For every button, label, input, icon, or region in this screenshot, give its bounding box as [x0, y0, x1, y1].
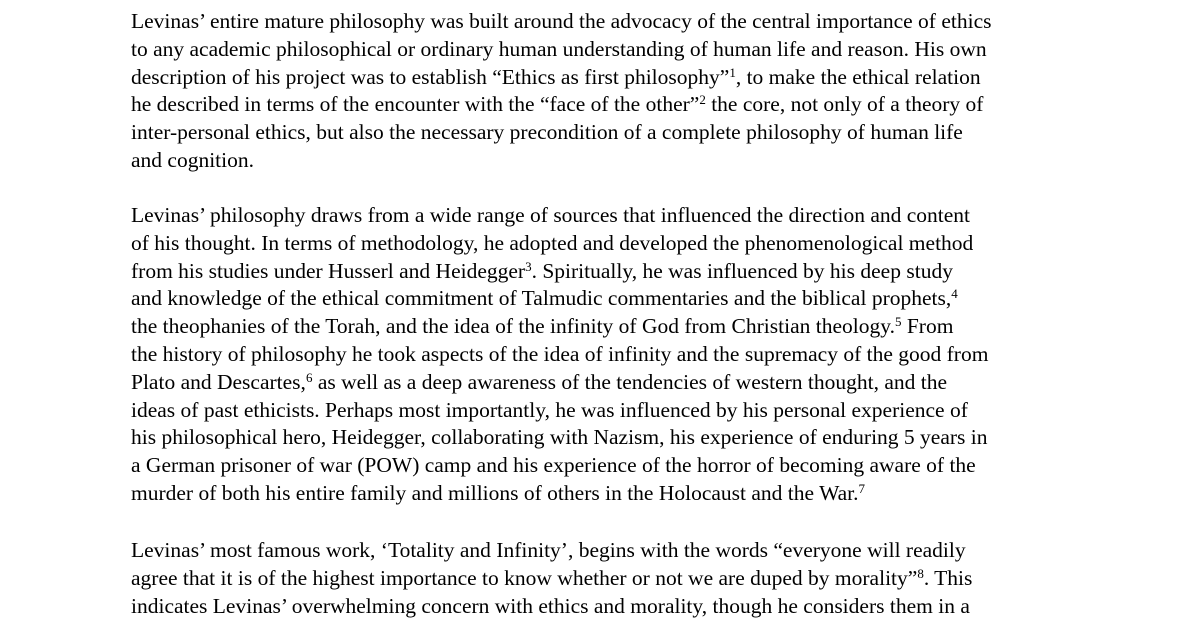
text-run: Levinas’ most famous work, ‘Totality and Infinity’, begins with the words “everyone will readily [131, 538, 966, 562]
text-line [131, 480, 1131, 508]
text-run: description of his project was to establish “Ethics as first philosophy” [131, 64, 730, 89]
text-line [131, 452, 1131, 480]
text-run: as well as a deep awareness of the tendencies of western thought, and the [312, 369, 948, 394]
footnote-marker: 5 [894, 314, 902, 330]
footnote-marker: 1 [729, 64, 736, 80]
text-run: . Spiritually, he was influenced by his deep study [531, 258, 953, 283]
text-run: of his thought. In terms of methodology, he adopted and developed the phenomenological method [131, 230, 974, 255]
text-line [131, 285, 1131, 313]
text-run: a German prisoner of war (POW) camp and his experience of the horror of becoming aware of the [131, 453, 976, 478]
text-line [131, 424, 1131, 452]
text-run: , to make the ethical relation [735, 64, 981, 89]
paragraph-sources-of-thought [131, 202, 1131, 508]
text-run: agree that it is of the highest importance to know whether or not we are duped by morality” [131, 565, 918, 590]
text-line [131, 537, 1131, 565]
text-run: From [901, 314, 954, 339]
text-run: the core, not only of a theory of [705, 92, 984, 117]
text-line [131, 119, 1131, 147]
text-line [131, 8, 1131, 36]
text-run: murder of both his entire family and millions of others in the Holocaust and the War. [131, 480, 859, 505]
text-line [131, 341, 1131, 369]
text-line [131, 369, 1131, 397]
text-line [131, 64, 1131, 92]
text-line [131, 91, 1131, 119]
text-run: to any academic philosophical or ordinary human understanding of human life and reason. His own [131, 36, 987, 61]
text-line [131, 397, 1131, 425]
footnote-marker: 6 [305, 369, 313, 385]
text-run: and knowledge of the ethical commitment of Talmudic commentaries and the biblical prophets, [131, 286, 952, 311]
footnote-marker: 4 [951, 286, 958, 302]
text-run: Levinas’ entire mature philosophy was built around the advocacy of the central importance of ethics [131, 9, 992, 33]
text-run: he described in terms of the encounter with the “face of the other” [131, 92, 700, 117]
text-line [131, 593, 1131, 621]
text-line [131, 36, 1131, 64]
paragraph-totality-and-infinity [131, 537, 1131, 620]
footnote-marker: 2 [699, 92, 706, 108]
footnote-marker: 3 [525, 258, 532, 274]
text-run: ideas of past ethicists. Perhaps most importantly, he was influenced by his personal experience of [131, 397, 968, 422]
text-line [131, 230, 1131, 258]
footnote-marker: 8 [917, 565, 924, 581]
text-line [131, 313, 1131, 341]
text-run: the theophanies of the Torah, and the idea of the infinity of God from Christian theology. [131, 314, 895, 339]
text-run: his philosophical hero, Heidegger, collaborating with Nazism, his experience of enduring 5 years in [131, 425, 988, 450]
text-run: and cognition. [131, 147, 255, 172]
text-line [131, 202, 1131, 230]
text-run: Levinas’ philosophy draws from a wide range of sources that influenced the direction and content [131, 203, 971, 227]
text-run: Plato and Descartes, [131, 369, 306, 394]
footnote-marker: 7 [858, 480, 866, 496]
text-line [131, 147, 1131, 175]
text-run: indicates Levinas’ overwhelming concern with ethics and morality, though he considers them in a [131, 593, 970, 618]
text-run: the history of philosophy he took aspects of the idea of infinity and the supremacy of the good from [131, 341, 989, 366]
text-run: . This [923, 565, 973, 590]
text-run: from his studies under Husserl and Heidegger [131, 258, 526, 283]
text-line [131, 565, 1131, 593]
text-line [131, 258, 1131, 286]
paragraph-ethics-first-philosophy [131, 8, 1131, 175]
text-run: inter-personal ethics, but also the necessary precondition of a complete philosophy of human life [131, 120, 963, 145]
